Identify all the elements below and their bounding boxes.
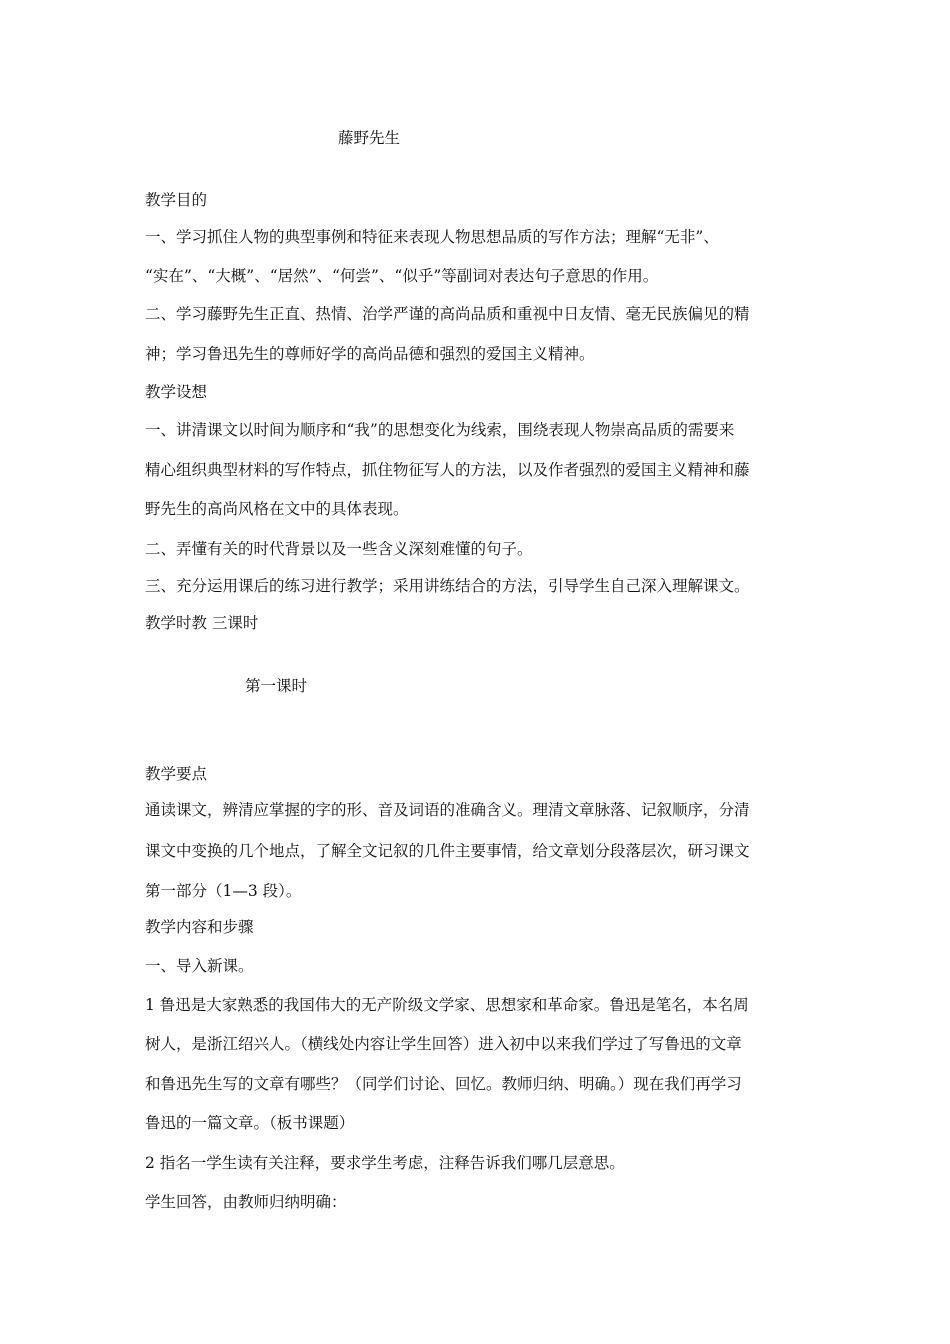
key-points-line-2: 课文中变换的几个地点，了解全文记叙的几件主要事情，给文章划分段落层次，研习课文 bbox=[145, 842, 750, 860]
aims-line-4: 神；学习鲁迅先生的尊师好学的高尚品德和强烈的爱国主义精神。 bbox=[145, 345, 595, 363]
section-heading-ideas: 教学设想 bbox=[145, 383, 208, 401]
teaching-hours-line: 教学时教 三课时 bbox=[145, 614, 259, 632]
ideas-line-5: 三、充分运用课后的练习进行教学；采用讲练结合的方法，引导学生自己深入理解课文。 bbox=[145, 577, 750, 595]
document-title: 藤野先生 bbox=[338, 129, 401, 147]
aims-line-3: 二、学习藤野先生正直、热情、治学严谨的高尚品质和重视中日友情、毫无民族偏见的精 bbox=[145, 305, 750, 323]
ideas-line-1: 一、讲清课文以时间为顺序和“我”的思想变化为线索，围绕表现人物崇高品质的需要来 bbox=[145, 421, 735, 439]
key-points-line-3: 第一部分（1—3 段）。 bbox=[145, 882, 302, 900]
ideas-line-4: 二、弄懂有关的时代背景以及一些含义深刻难懂的句子。 bbox=[145, 540, 533, 558]
section-heading-aims: 教学目的 bbox=[145, 191, 208, 209]
section-heading-key-points: 教学要点 bbox=[145, 765, 208, 783]
steps-line-2: 1 鲁迅是大家熟悉的我国伟大的无产阶级文学家、思想家和革命家。鲁迅是笔名，本名周 bbox=[145, 996, 749, 1014]
ideas-line-3: 野先生的高尚风格在文中的具体表现。 bbox=[145, 500, 409, 518]
steps-line-3: 树人，是浙江绍兴人。（横线处内容让学生回答）进入初中以来我们学过了写鲁迅的文章 bbox=[145, 1035, 742, 1053]
steps-line-1: 一、导入新课。 bbox=[145, 957, 254, 975]
key-points-line-1: 通读课文，辨清应掌握的字的形、音及词语的准确含义。理清文章脉落、记叙顺序，分清 bbox=[145, 801, 750, 819]
steps-line-4: 和鲁迅先生写的文章有哪些？（同学们讨论、回忆。教师归纳、明确。）现在我们再学习 bbox=[145, 1075, 742, 1093]
section-heading-steps: 教学内容和步骤 bbox=[145, 918, 254, 936]
steps-line-5: 鲁迅的一篇文章。（板书课题） bbox=[145, 1114, 355, 1132]
aims-line-1: 一、学习抓住人物的典型事例和特征来表现人物思想品质的写作方法；理解“无非”、 bbox=[145, 228, 719, 246]
ideas-line-2: 精心组织典型材料的写作特点，抓住物征写人的方法，以及作者强烈的爱国主义精神和藤 bbox=[145, 461, 750, 479]
steps-line-7: 学生回答，由教师归纳明确： bbox=[145, 1193, 347, 1211]
aims-line-2: “实在”、“大概”、“居然”、“何尝”、“似乎”等副词对表达句子意思的作用。 bbox=[145, 267, 659, 285]
steps-line-6: 2 指名一学生读有关注释，要求学生考虑，注释告诉我们哪几层意思。 bbox=[145, 1154, 625, 1172]
lesson-heading: 第一课时 bbox=[245, 677, 308, 695]
